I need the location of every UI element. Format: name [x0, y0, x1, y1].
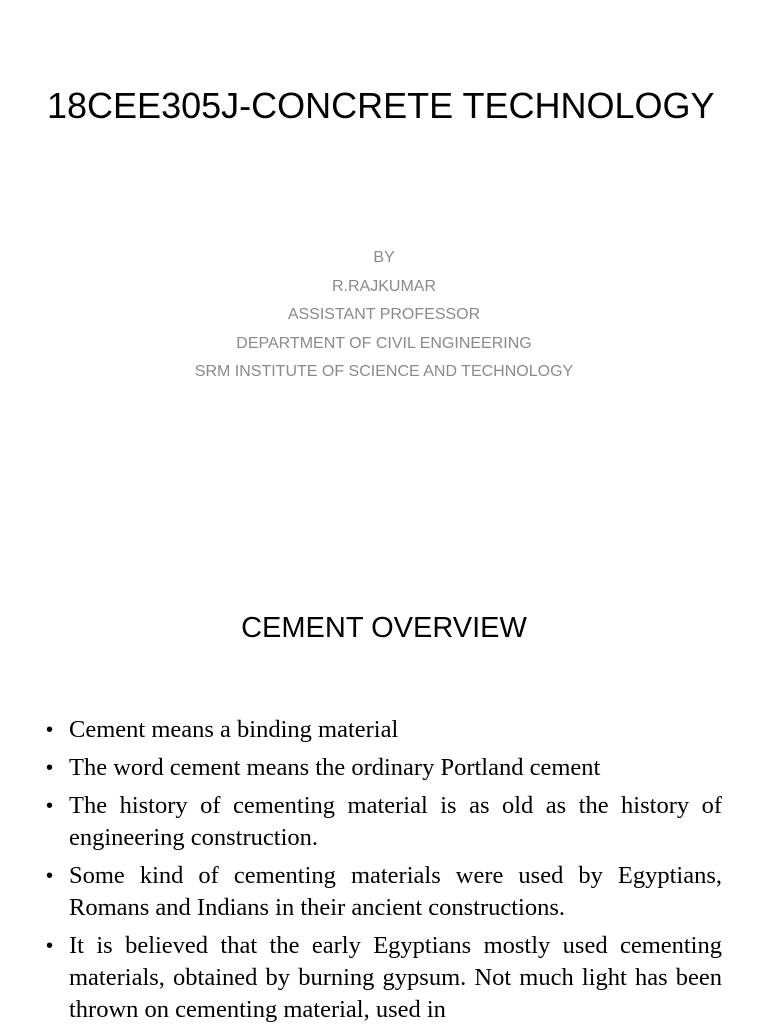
author-institute: SRM INSTITUTE OF SCIENCE AND TECHNOLOGY [194, 363, 574, 381]
list-item [46, 714, 722, 746]
bullet-text: Cement means a binding material [69, 716, 399, 743]
list-item [46, 930, 722, 1024]
author-designation: ASSISTANT PROFESSOR [287, 306, 481, 324]
list-item [46, 790, 722, 854]
bullet-list [46, 714, 722, 1024]
slide-title: 18CEE305J-CONCRETE TECHNOLOGY [47, 85, 715, 126]
author-name: R.RAJKUMAR [331, 277, 436, 295]
slide-heading: CEMENT OVERVIEW [241, 612, 527, 644]
bullet-icon: • [46, 865, 54, 887]
content-slide [0, 576, 768, 1024]
bullet-text: It is believed that the early Egyptians mostly used cementing materials, obtained by burning gypsum. Not much light has been thrown on cementing material, used in [69, 932, 722, 1023]
author-department: DEPARTMENT OF CIVIL ENGINEERING [236, 334, 532, 352]
bullet-icon: • [46, 795, 54, 817]
bullet-icon: • [46, 719, 54, 741]
bullet-text: Some kind of cementing materials were used by Egyptians, Romans and Indians in their ancient constructions. [69, 862, 722, 921]
bullet-text: The word cement means the ordinary Portland cement [69, 754, 601, 781]
bullet-icon: • [46, 935, 54, 957]
bullet-icon: • [46, 757, 54, 779]
author-block [0, 244, 768, 387]
list-item [46, 860, 722, 924]
bullet-text: The history of cementing material is as old as the history of engineering construction. [69, 792, 722, 851]
subtitle-by: BY [373, 249, 395, 266]
list-item [46, 752, 722, 784]
